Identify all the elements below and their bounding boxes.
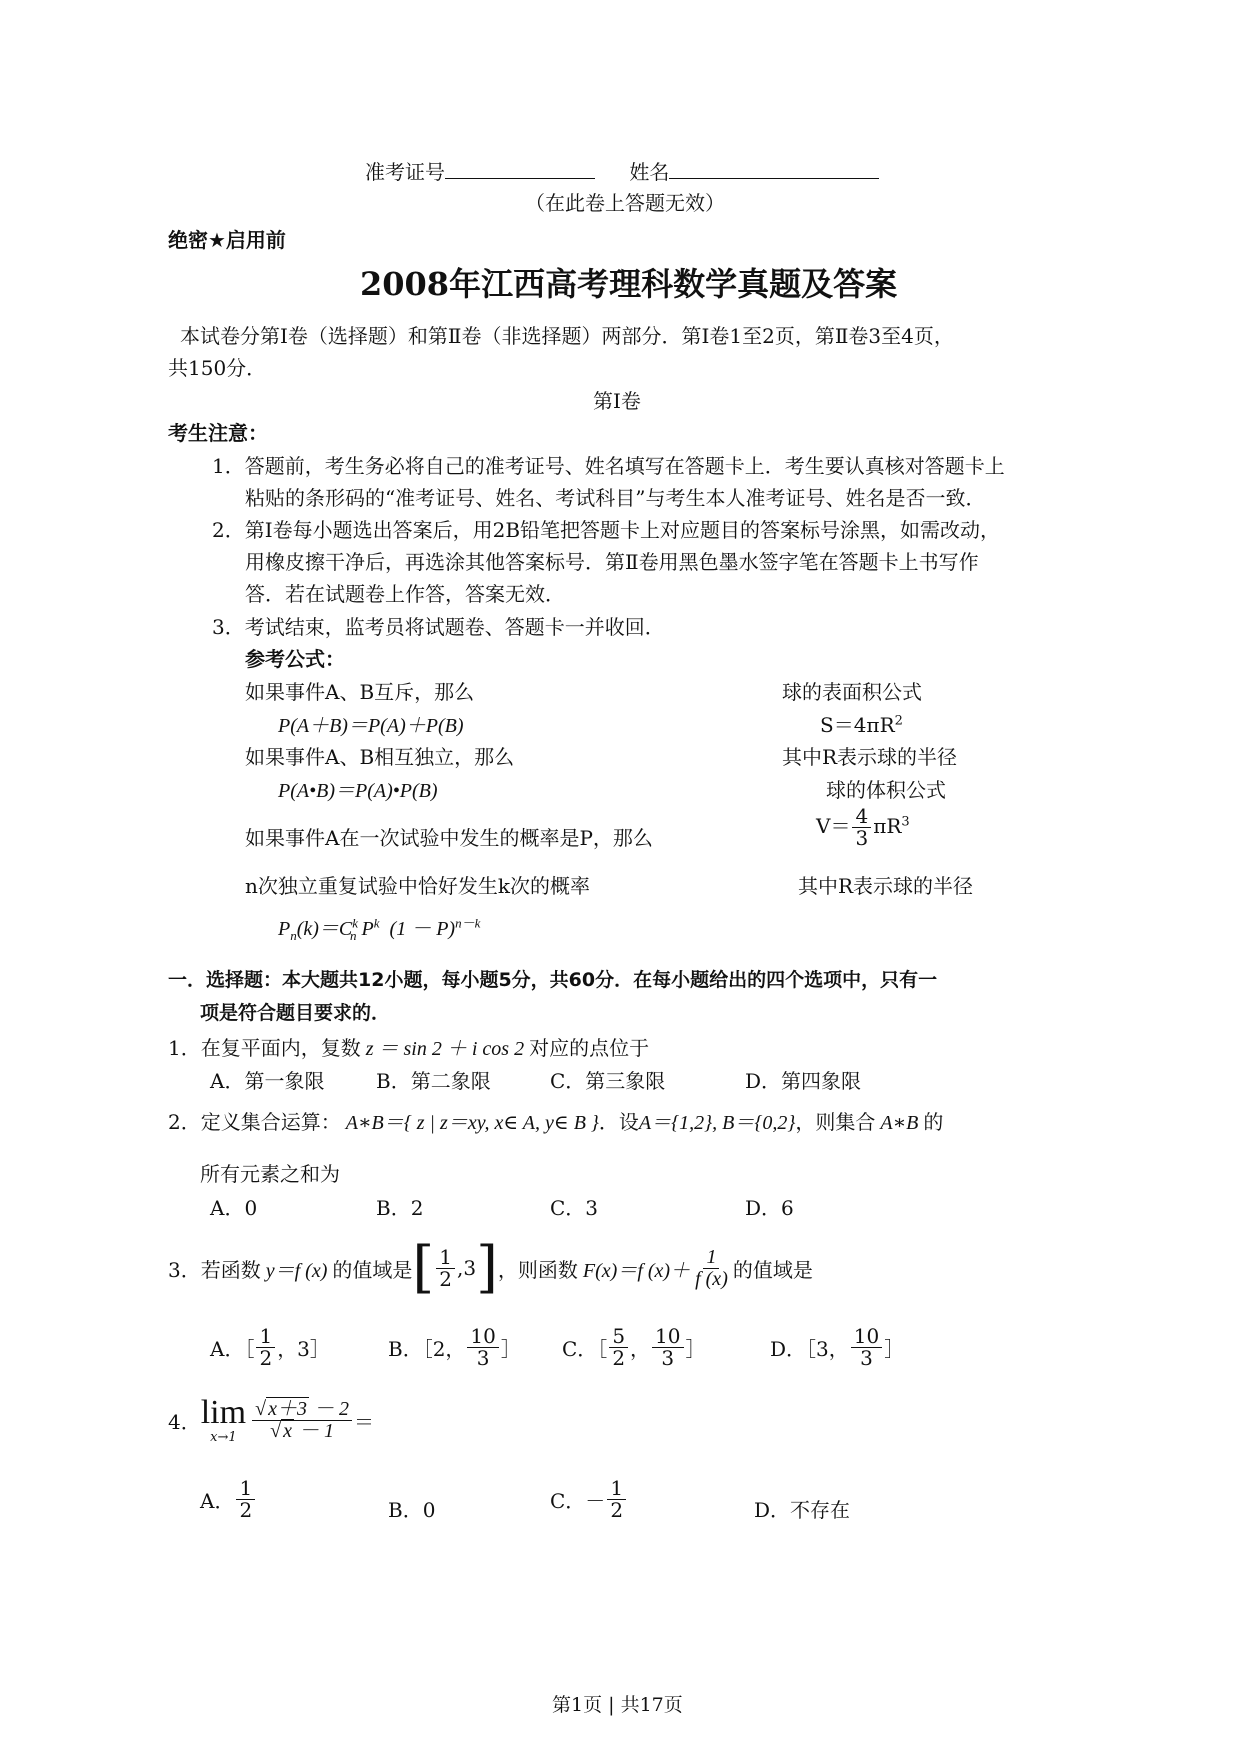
q1-option-d: D．第四象限 [745,1069,862,1093]
q3-range-left-bracket: [ [412,1235,435,1300]
formula-right-5: 其中R表示球的半径 [798,874,974,898]
q3-function: y＝f (x) [260,1259,333,1282]
page-footer: 第1页 | 共17页 [552,1694,683,1716]
q3-option-d: D．［3， $\frac{10}{3}$ ］ [770,1324,905,1370]
frac-one-half: $\frac{1}{2}$ [436,1247,455,1290]
notice-heading: 考生注意： [168,421,268,445]
q4-option-a: A． $\frac{1}{2}$ [200,1478,257,1521]
limit-symbol: lim x→1 [200,1394,247,1445]
q4-fraction: $\frac{√ x+3 - 2}{√ x - 1}$ [252,1399,352,1442]
secret-label: 绝密★启用前 [168,228,286,252]
question-1-stem: 1．在复平面内，复数 z ＝ sin 2 ＋ i cos 2 对应的点位于 [168,1036,650,1060]
sphere-area-formula: S＝4πR [820,713,895,737]
formula-left-6: n次独立重复试验中恰好发生k次的概率 [245,874,590,898]
formula-left-2: P(A＋B)＝P(A)＋P(B) [278,715,464,737]
q2-option-b: B．2 [376,1196,424,1220]
formula-left-3: 如果事件A、B相互独立，那么 [245,745,515,769]
formulas-heading: 参考公式： [245,647,345,671]
section1-line-2: 项是符合题目要求的． [200,1002,391,1024]
frac-one-over-fx: $\frac{1}{f (x)}$ [695,1245,728,1290]
question-2-stem: 2．定义集合运算： A∗B＝{ z | z＝xy, x∈ A, y∈ B }．设A＝{1,2}, B＝{0,2}，则集合 A∗B 的 [168,1110,944,1134]
q1-option-a: A．第一象限 [210,1069,325,1093]
notice-item-1: 1．答题前，考生务必将自己的准考证号、姓名填写在答题卡上．考生要认真核对答题卡上 [212,454,1005,478]
invalid-note: （在此卷上答题无效） [525,191,725,215]
section1-line-1: 一．选择题：本大题共12小题，每小题5分，共60分．在每小题给出的四个选项中，只有一 [168,969,938,991]
q2-option-d: D．6 [745,1196,794,1220]
formula-left-4: P(A•B)＝P(A)•P(B) [278,780,438,802]
name-label: 姓名 [629,160,670,184]
formula-left-1: 如果事件A、B互斥，那么 [245,680,475,704]
q2-option-a: A．0 [210,1196,258,1220]
q2-op: A∗B [875,1112,924,1134]
q2-definition: A∗B＝{ z | z＝xy, x∈ A, y∈ B } [340,1112,599,1134]
q1-option-b: B．第二象限 [376,1069,491,1093]
intro-line-1: 本试卷分第Ⅰ卷（选择题）和第Ⅱ卷（非选择题）两部分．第Ⅰ卷1至2页，第Ⅱ卷3至4页， [180,324,954,348]
intro-line-2: 共150分． [168,356,267,380]
formula-right-2: $S=4\pi R^2$ [820,713,903,737]
notice-item-3: 3．考试结束，监考员将试题卷、答题卡一并收回． [212,615,665,639]
q3-option-b: B．［2， $\frac{10}{3}$ ］ [388,1324,521,1370]
q3-big-f: F(x)＝f (x)＋ [577,1259,691,1282]
notice-item-2: 2．第Ⅰ卷每小题选出答案后，用2B铅笔把答题卡上对应题目的答案标号涂黑，如需改动， [212,518,1001,542]
formula-right-1: 球的表面积公式 [782,680,922,704]
volume-label: 第Ⅰ卷 [593,389,641,413]
sphere-volume-formula: V＝ $\frac{4}{3}$ $\pi R^3$ [816,804,910,850]
exam-id-label: 准考证号 [365,160,445,184]
page-title: 2008年江西高考理科数学真题及答案 [360,265,898,303]
exam-id-blank [445,158,595,179]
q2-sets: A＝{1,2}, B＝{0,2} [638,1112,796,1134]
q4-option-d: D．不存在 [754,1498,851,1522]
formula-right-3: 其中R表示球的半径 [782,745,958,769]
q1-expression: z ＝ sin 2 ＋ i cos 2 [360,1038,530,1060]
notice-item-2-cont2: 答．若在试题卷上作答，答案无效． [245,582,565,606]
q4-option-b: B．0 [388,1498,436,1522]
binomial-formula: $P_n(k)=C^k_n$ $P^k$ $(1 - P)^{n-k}$ [278,915,481,943]
notice-item-1-cont: 粘贴的条形码的“准考证号、姓名、考试科目”与考生本人准考证号、姓名是否一致． [245,486,986,510]
exam-id-row [365,156,879,185]
q1-option-c: C．第三象限 [550,1069,666,1093]
q3-range-right-bracket: ] [476,1235,498,1300]
notice-item-2-cont: 用橡皮擦干净后，再选涂其他答案标号．第Ⅱ卷用黑色墨水签字笔在答题卡上书写作 [245,550,979,574]
q2-line-2: 所有元素之和为 [200,1162,340,1186]
q3-option-a: A．［ $\frac{1}{2}$ ，3］ [210,1324,330,1370]
question-4-stem: 4． lim x→1 $\frac{√ x+3 - 2}{√ x - 1}$ ＝ [168,1394,374,1445]
formula-right-4: 球的体积公式 [826,778,946,802]
q2-option-c: C．3 [550,1196,599,1220]
q3-option-c: C．［ $\frac{5}{2}$ ， $\frac{10}{3}$ ］ [562,1324,706,1370]
question-3-stem: 3．若函数 y＝f (x) 的值域是 [ $\frac{1}{2}$ ,3 ] ，则函数 F(x)＝f (x)＋ $\frac{1}{f (x)}$ 的值域是 [168,1235,813,1300]
q4-option-c: C．－ $\frac{1}{2}$ [550,1478,628,1521]
name-blank [669,158,879,179]
formula-left-5: 如果事件A在一次试验中发生的概率是P，那么 [245,826,653,850]
frac-four-thirds: $\frac{4}{3}$ [852,806,871,849]
